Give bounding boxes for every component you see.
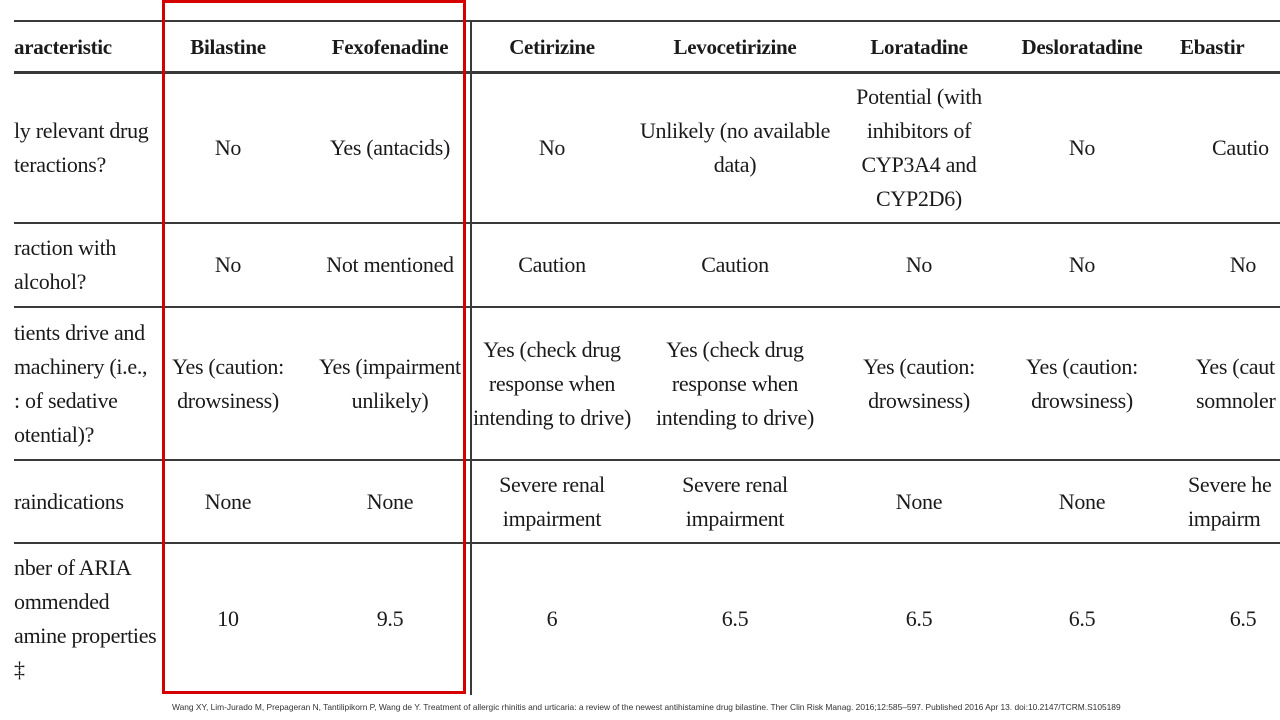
table-cell: No [1068,135,1096,160]
header-loratadine: Loratadine [870,34,968,59]
table-cell: Yes (caution: drowsiness) [172,353,284,413]
table-cell: 6.5 [1229,606,1257,631]
row-label-alcohol: raction with alcohol? [14,235,117,294]
table-cell: Yes (caut somnoler [1196,353,1276,413]
citation-footnote: Wang XY, Lim-Jurado M, Prepageran N, Tantilipikorn P, Wang de Y. Treatment of allergic rhinitis and urticaria: a review of the newest antihistamine drug bilastine. Ther Clin Risk Manag. 2016;12:585–597. Published 2016 Apr 13. doi:10.2147/TCRM.S105189 [172,702,1121,712]
table-cell: Unlikely (no available data) [639,118,831,177]
table-cell: 6 [546,606,558,631]
table-cell: No [538,135,566,160]
table-cell: 6.5 [1068,606,1096,631]
row-label-driving: tients drive and machinery (i.e., : of sedative otential)? [14,319,148,447]
table-cell: Caution [518,252,586,277]
table-cell: No [1068,252,1096,277]
table-cell: Cautio [1212,135,1269,160]
header-characteristic: aracteristic [14,34,112,59]
table-cell: Yes (antacids) [329,135,451,160]
table-cell: Potential (with inhibitors of CYP3A4 and CYP2D6) [856,84,982,211]
table-cell: Yes (check drug response when intending to drive) [655,336,815,430]
header-fexofenadine: Fexofenadine [331,34,449,59]
header-levocetirizine: Levocetirizine [673,34,797,59]
table-cell: Not mentioned [326,252,454,277]
table-cell: Yes (caution: drowsiness) [863,353,975,413]
table-cell: Severe renal impairment [499,471,605,531]
table-cell: No [214,135,242,160]
table-cell: Caution [701,252,769,277]
table-cell: Severe renal impairment [682,471,788,531]
table-cell: 6.5 [721,606,749,631]
header-ebastine: Ebastir [1180,34,1245,59]
table-cell: 9.5 [376,606,404,631]
row-label-aria-properties: nber of ARIA ommended amine properties ‡ [14,555,157,682]
header-desloratadine: Desloratadine [1021,34,1143,59]
table-cell: No [214,252,242,277]
row-label-contraindications: raindications [14,488,124,514]
table-cell: None [366,488,414,514]
table-cell: 10 [217,606,239,631]
table-cell: Severe he impairm [1188,471,1272,531]
table-cell: None [1058,488,1106,514]
table-cell: No [905,252,933,277]
table-cell: Yes (caution: drowsiness) [1026,353,1138,413]
header-bilastine: Bilastine [190,34,266,59]
table-cell: 6.5 [905,606,933,631]
table-cell: Yes (check drug response when intending to drive) [472,336,632,430]
table-cell: None [895,488,943,514]
table-cell: None [204,488,252,514]
table-cell: No [1229,252,1257,277]
table-cell: Yes (impairment unlikely) [319,353,461,413]
row-label-drug-interactions: ly relevant drug teractions? [14,118,149,177]
header-cetirizine: Cetirizine [509,34,595,59]
